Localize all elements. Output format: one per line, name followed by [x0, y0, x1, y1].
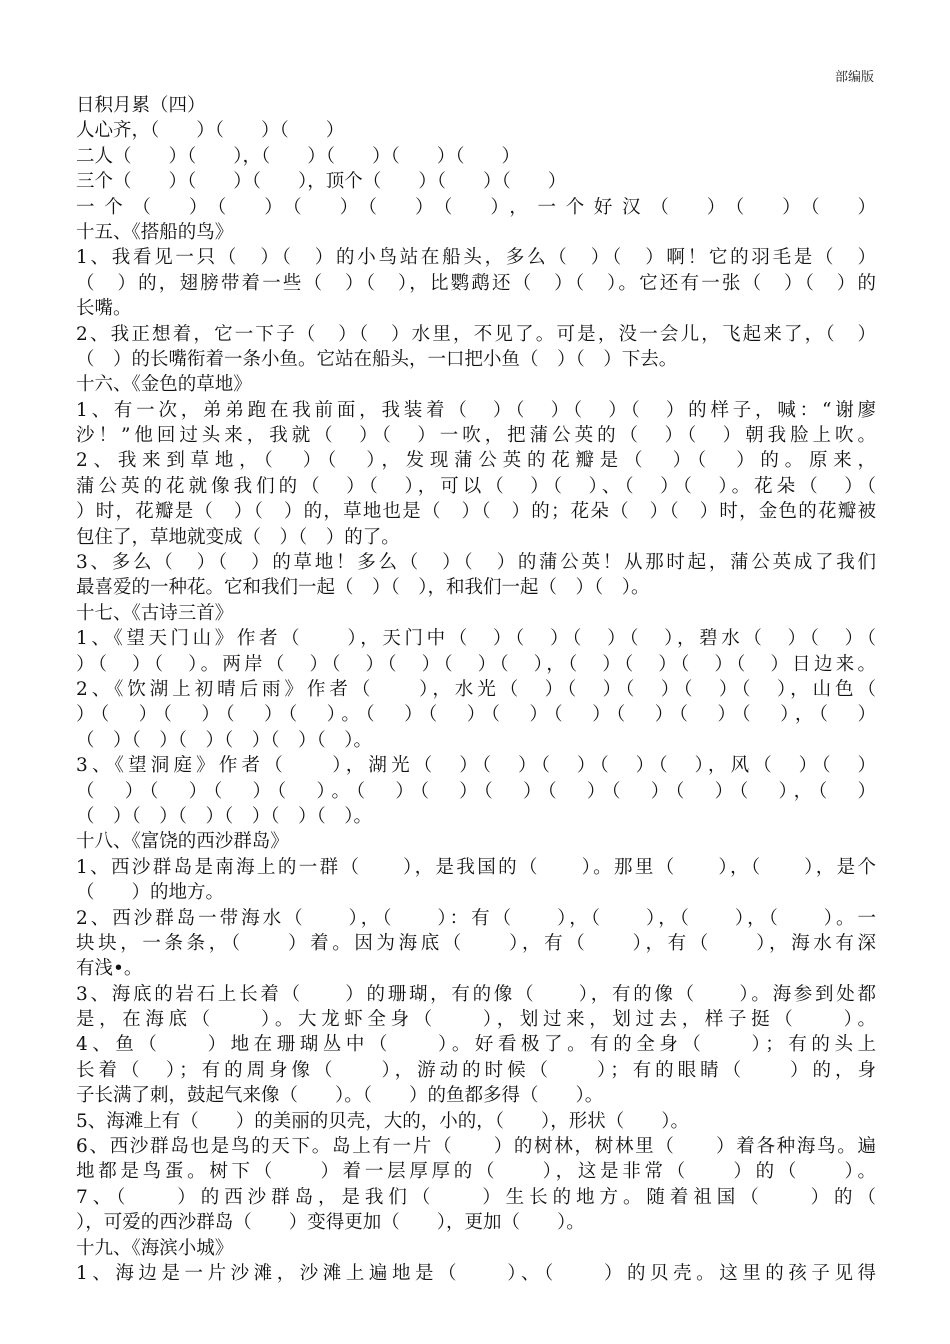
text-line: 6、西沙群岛也是鸟的天下。岛上有一片（ ）的树林，树林里（ ）着各种海鸟。遍 — [76, 1136, 876, 1158]
text-line: 沙！”他回过头来，我就（ ）（ ）一吹，把蒲公英的（ ）（ ）朝我脸上吹。 — [76, 425, 876, 447]
text-line: 地都是鸟蛋。树下（ ）着一层厚厚的（ ），这是非常（ ）的（ ）。 — [76, 1161, 876, 1183]
text-line: 4、鱼（ ）地在珊瑚丛中（ ）。好看极了。有的全身（ ）；有的头上 — [76, 1034, 876, 1056]
text-line: （ ）的长嘴衔着一条小鱼。它站在船头，一口把小鱼（ ）（ ）下去。 — [76, 348, 678, 370]
page-header-label: 部编版 — [834, 70, 874, 85]
text-line: 人心齐，（ ）（ ）（ ） — [76, 120, 345, 142]
text-line: 2、《饮湖上初晴后雨》作者（ ），水光（ ）（ ）（ ）（ ）（ ），山色（ — [76, 678, 876, 700]
section-title: 十五、《搭船的鸟》 — [76, 221, 234, 243]
text-line: 5、海滩上有（ ）的美丽的贝壳，大的，小的，（ ），形状（ ）。 — [76, 1110, 690, 1132]
text-line: 3、《望洞庭》作者（ ），湖光（ ）（ ）（ ）（ ）（ ），风（ ）（ ） — [76, 755, 876, 777]
text-line: 包住了，草地就变成（ ）（ ）的了。 — [76, 526, 400, 548]
text-line: 2、西沙群岛一带海水（ ），（ ）：有（ ），（ ），（ ），（ ）。一 — [76, 907, 876, 929]
text-line: 长嘴。 — [76, 298, 132, 320]
section-title: 十六、《金色的草地》 — [76, 374, 252, 396]
text-line: 是，在海底（ ）。大龙虾全身（ ），划过来，划过去，样子挺（ ）。 — [76, 1009, 876, 1031]
text-line: 1、我看见一只（ ）（ ）的小鸟站在船头，多么（ ）（ ）啊！它的羽毛是（ ） — [76, 247, 876, 269]
text-line: 有浅•。 — [76, 958, 143, 980]
text-line: 三个（ ）（ ）（ ），顶个（ ）（ ）（ ） — [76, 171, 567, 193]
text-line: 3、多么（ ）（ ）的草地！多么（ ）（ ）的蒲公英！从那时起，蒲公英成了我们 — [76, 552, 876, 574]
text-line: 3、海底的岩石上长着（ ）的珊瑚，有的像（ ），有的像（ ）。海参到处都 — [76, 983, 876, 1005]
text-line: 1、有一次，弟弟跑在我前面，我装着（ ）（ ）（ ）（ ）的样子，喊：“谢廖 — [76, 399, 876, 421]
text-line: ），可爱的西沙群岛（ ）变得更加（ ），更加（ ）。 — [76, 1212, 585, 1234]
text-line: 一个（ ）（ ）（ ）（ ）（ ），一个好汉（ ）（ ）（ ） — [76, 196, 876, 218]
text-line: 2、我正想着，它一下子（ ）（ ）水里，不见了。可是，没一会儿，飞起来了，（ ） — [76, 323, 876, 345]
text-line: 2、我来到草地，（ ）（ ），发现蒲公英的花瓣是（ ）（ ）的。原来， — [76, 450, 876, 472]
section-title: 十八、《富饶的西沙群岛》 — [76, 831, 289, 853]
section-title: 十七、《古诗三首》 — [76, 602, 234, 624]
text-line: ）（ ）（ ）（ ）（ ）。（ ）（ ）（ ）（ ）（ ）（ ）（ ），（ ） — [76, 704, 876, 726]
text-line: 1、海边是一片沙滩，沙滩上遍地是（ ）、（ ）的贝壳。这里的孩子见得 — [76, 1262, 876, 1284]
text-line: （ ）的地方。 — [76, 882, 225, 904]
text-line: 子长满了刺，鼓起气来像（ ）。（ ）的鱼都多得（ ）。 — [76, 1085, 604, 1107]
text-line: 蒲公英的花就像我们的（ ）（ ），可以（ ）（ ）、（ ）（ ）。花朵（ ）（ — [76, 475, 876, 497]
text-line: 7、（ ）的西沙群岛，是我们（ ）生长的地方。随着祖国（ ）的（ — [76, 1186, 876, 1208]
text-line: ）时，花瓣是（ ）（ ）的，草地也是（ ）（ ）的；花朵（ ）（ ）时，金色的花瓣被 — [76, 501, 876, 523]
worksheet-body — [76, 93, 876, 1286]
text-line: （ ）（ ）（ ）（ ）（ ）（ ）。 — [76, 805, 373, 827]
text-line: （ ）（ ）（ ）（ ）（ ）（ ）。 — [76, 729, 373, 751]
text-line: 1、《望天门山》作者（ ），天门中（ ）（ ）（ ）（ ），碧水（ ）（ ）（ — [76, 628, 876, 650]
text-line: （ ）（ ）（ ）（ ）。（ ）（ ）（ ）（ ）（ ）（ ）（ ），（ ） — [76, 780, 876, 802]
text-line: 二人（ ）（ ），（ ）（ ）（ ）（ ） — [76, 145, 521, 167]
section-title: 日积月累（四） — [76, 95, 206, 116]
text-line: 1、西沙群岛是南海上的一群（ ），是我国的（ ）。那里（ ），（ ），是个 — [76, 856, 876, 878]
text-line: 长着（ ）；有的周身像（ ），游动的时候（ ）；有的眼睛（ ）的，身 — [76, 1059, 876, 1081]
text-line: 最喜爱的一种花。它和我们一起（ ）（ ），和我们一起（ ）（ ）。 — [76, 577, 650, 599]
text-line: 块块，一条条，（ ）着。因为海底（ ），有（ ），有（ ），海水有深 — [76, 932, 876, 954]
text-line: ）（ ）（ ）。两岸（ ）（ ）（ ）（ ）（ ），（ ）（ ）（ ）（ ）日边来。 — [76, 653, 876, 675]
section-title: 十九、《海滨小城》 — [76, 1237, 234, 1259]
text-line: （ ）的，翅膀带着一些（ ）（ ），比鹦鹉还（ ）（ ）。它还有一张（ ）（ ）的 — [76, 272, 876, 294]
